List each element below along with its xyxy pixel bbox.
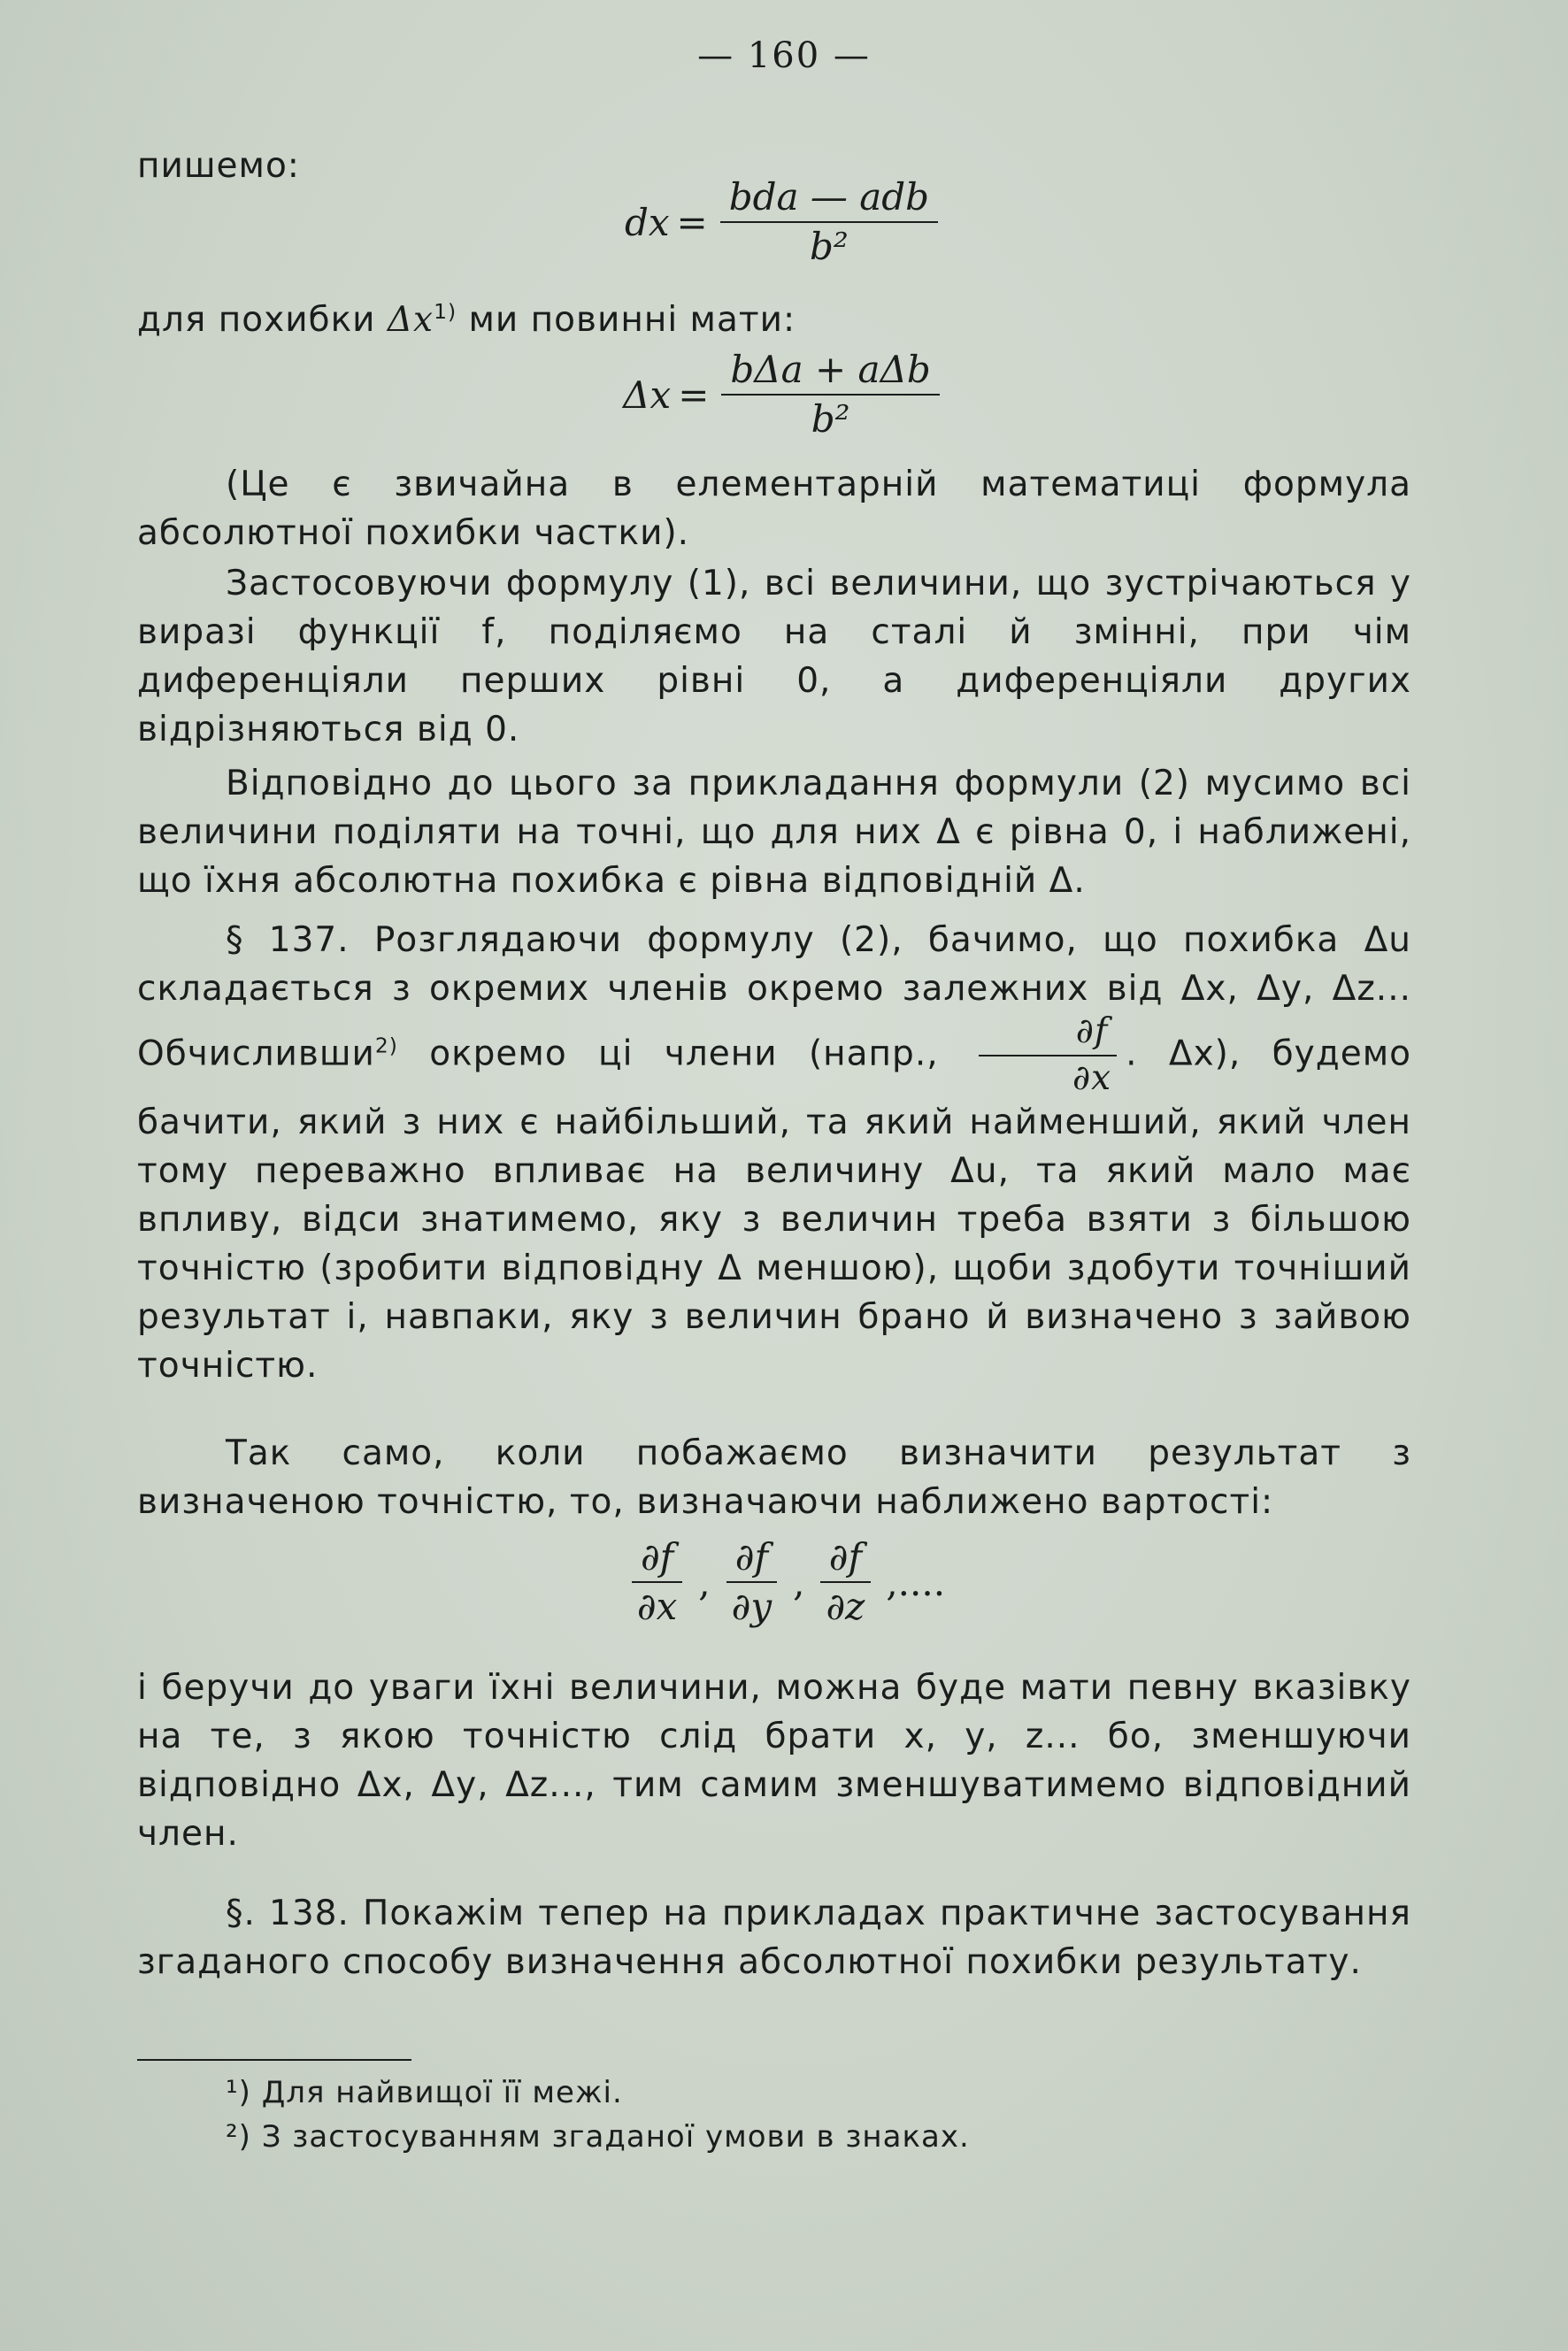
partial-df-dx — [628, 1537, 686, 1627]
text-dlya-before: для похибки — [137, 300, 388, 340]
paragraph-137-fraction-numerator: ∂f — [979, 1013, 1118, 1056]
partial-df-dz-numerator: ∂f — [820, 1537, 871, 1583]
paragraph-137 — [137, 916, 1411, 1390]
partial-df-dy — [723, 1537, 780, 1627]
formula-delta-x-fraction — [721, 350, 939, 440]
formula-dx-equals: = — [676, 200, 708, 244]
footnote-1: ¹) Для найвищої її межі. — [226, 2075, 623, 2110]
partial-df-dx-numerator: ∂f — [632, 1537, 682, 1583]
formula-dx-denominator: b² — [810, 225, 849, 269]
paragraph-137-part-b: окремо ці члени (напр., — [397, 1033, 939, 1074]
partial-separator-1: , — [698, 1560, 711, 1604]
partial-df-dz-denominator: ∂z — [826, 1585, 865, 1629]
paragraph-formula-1: Застосовуючи формулу (1), всі величини, що зустрічаються у виразі функції f, поділяємо на сталі й змінні, при чім диференціяли перших рівні 0, а диференціяли других відрізняються від 0. — [137, 564, 1411, 749]
paragraph-137-fraction-denominator: ∂x — [1072, 1057, 1112, 1098]
paragraph-137-part-c: . Δx), будемо бачити, який з них є найбільший, та який найменший, який член тому переважно впливає на величину Δu, та який мало має впливу, відси знатимемо, яку з величин треба взяти з більшою точністю (зробити відповідну Δ меншою), щоби здобути точніший результат і, навпаки, яку з величин брано й визначено з зайвою точністю. — [137, 1033, 1411, 1386]
formula-dx-fraction — [720, 177, 938, 267]
symbol-delta-x: Δx — [387, 300, 434, 340]
formula-delta-x-denominator: b² — [811, 397, 850, 442]
paragraph-137-part-a: § 137. Розглядаючи формулу (2), бачимо, що похибка Δu складається з окремих членів окремо залежних від Δx, Δy, Δz... Обчисливши — [137, 920, 1411, 1074]
formula-dx-numerator: bda — adb — [720, 177, 938, 223]
formula-delta-x-numerator: bΔa + aΔb — [721, 350, 939, 396]
text-dlya-pokhybky — [137, 288, 1411, 344]
text-dlya-after: ми повинні мати: — [457, 300, 796, 340]
partial-df-dy-numerator: ∂f — [726, 1537, 777, 1583]
partial-ellipsis: ,.... — [886, 1560, 946, 1604]
formula-dx-lhs: dx — [624, 200, 670, 244]
footnote-divider — [137, 2059, 411, 2061]
footnote-ref-1: 1) — [434, 299, 457, 324]
paragraph-formula-note: (Це є звичайна в елементарній математиці формула абсолютної похибки частки). — [137, 465, 1411, 553]
paragraph-tak-samo: Так само, коли побажаємо визначити результат з визначеною точністю, то, визначаючи наближено вартості: — [137, 1433, 1411, 1522]
footnote-2: ²) З застосуванням згаданої умови в знаках. — [226, 2119, 970, 2155]
partial-df-dz — [817, 1537, 873, 1627]
formula-partials — [0, 1535, 1568, 1627]
paragraph-138: §. 138. Покажім тепер на прикладах практичне застосування згаданого способу визначення абсолютної похибки результату. — [137, 1894, 1411, 1982]
text-pyshemo: пишемо: — [137, 146, 300, 186]
page-number: — 160 — — [697, 35, 871, 76]
partial-df-dy-denominator: ∂y — [731, 1585, 772, 1629]
formula-dx — [0, 177, 1568, 267]
formula-delta-x-equals: = — [678, 373, 710, 417]
paragraph-formula-2: Відповідно до цього за прикладання формули (2) мусимо всі величини поділяти на точні, що для них Δ є рівна 0, і наближені, що їхня абсолютна похибка є рівна відповідній Δ. — [137, 764, 1411, 901]
formula-delta-x — [0, 350, 1568, 440]
partial-df-dx-denominator: ∂x — [636, 1585, 678, 1629]
paragraph-beruchy: і беручи до уваги їхні величини, можна буде мати певну вказівку на те, з якою точністю слід брати x, y, z... бо, зменшуючи відповідно Δx, Δy, Δz..., тим самим зменшуватимемо відповідний член. — [137, 1668, 1411, 1854]
footnote-ref-2: 2) — [374, 1033, 398, 1058]
paragraph-137-fraction — [975, 1013, 1120, 1098]
formula-delta-x-lhs: Δx — [623, 373, 672, 417]
partial-separator-2: , — [793, 1560, 805, 1604]
